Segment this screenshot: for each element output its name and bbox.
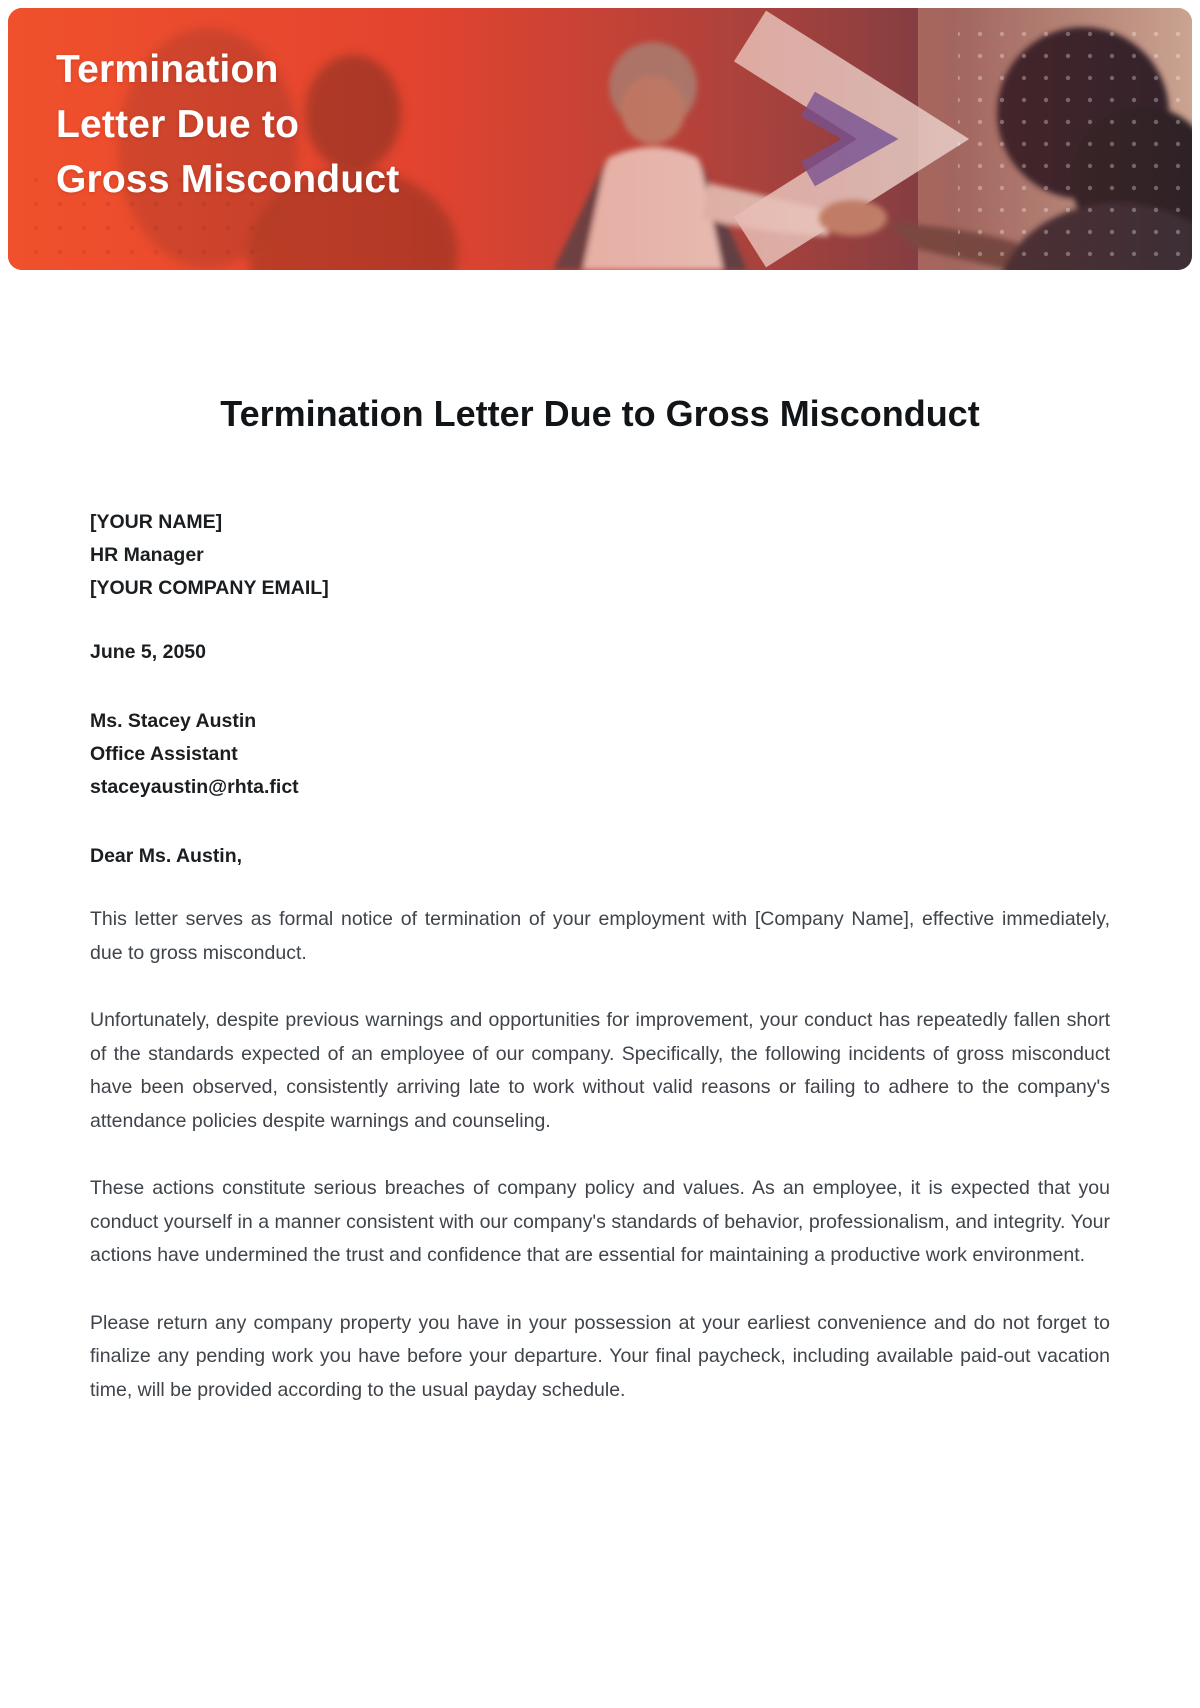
recipient-role: Office Assistant	[90, 743, 238, 765]
paragraph-3: These actions constitute serious breaches of company policy and values. As an employee, it is expected that you conduct yourself in a manner consistent with our company's standards of behavior, professionalism, and integrity. Your actions have undermined the trust and confidence that are essential for maintaining a productive work environment.	[90, 1177, 1110, 1266]
sender-block	[90, 506, 1110, 605]
salutation: Dear Ms. Austin,	[90, 845, 243, 867]
dot-grid-pattern-right	[958, 18, 1184, 263]
sender-name: [YOUR NAME]	[90, 511, 223, 533]
paragraph-2: Unfortunately, despite previous warnings and opportunities for improvement, your conduct has repeatedly fallen short of the standards expected of an employee of our company. Specifically, the following incidents of gross misconduct have been observed, consistently arriving late to work without valid reasons or failing to adhere to the company's attendance policies despite warnings and counseling.	[90, 1009, 1110, 1132]
letter-date: June 5, 2050	[90, 641, 206, 663]
recipient-email: staceyaustin@rhta.fict	[90, 776, 299, 798]
paragraph-1: This letter serves as formal notice of termination of your employment with [Company Name], effective immediately, due to gross misconduct.	[90, 908, 1110, 964]
banner-title-line-1: Termination	[56, 48, 279, 91]
recipient-block	[90, 705, 1110, 804]
header-banner	[8, 8, 1192, 270]
recipient-name: Ms. Stacey Austin	[90, 710, 257, 732]
sender-role: HR Manager	[90, 544, 204, 566]
banner-title	[56, 42, 399, 207]
sender-email: [YOUR COMPANY EMAIL]	[90, 577, 329, 599]
document-title: Termination Letter Due to Gross Misconduct	[220, 393, 980, 434]
banner-title-line-2: Letter Due to	[56, 103, 300, 146]
page	[0, 8, 1200, 1708]
paragraph-4: Please return any company property you have in your possession at your earliest convenience and do not forget to finalize any pending work you have before your departure. Your final paycheck, including available paid-out vacation time, will be provided according to the usual payday schedule.	[90, 1311, 1110, 1401]
banner-title-line-3: Gross Misconduct	[56, 158, 400, 201]
letter-content	[0, 388, 1200, 1407]
letter-paragraphs	[90, 903, 1110, 1407]
